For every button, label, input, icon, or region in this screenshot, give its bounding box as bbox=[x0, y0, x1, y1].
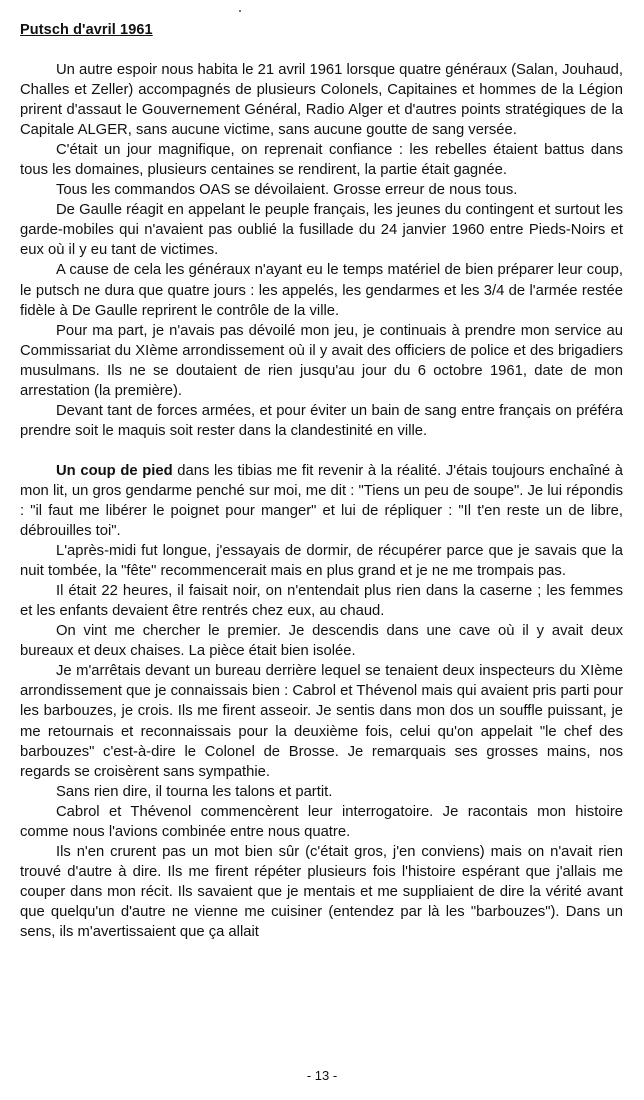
paragraph: Sans rien dire, il tourna les talons et partit. bbox=[56, 783, 333, 800]
section-title: Putsch d'avril 1961 bbox=[20, 22, 153, 38]
paragraph: Pour ma part, je n'avais pas dévoilé mon jeu, je continuais à prendre mon service au Commissariat du XIème arrondissement où il y avait des officiers de police et des brigadiers musulmans. Ils ne se doutaient de rien jusqu'au jour du 6 octobre 1961, date de mon arrestation (la première). bbox=[20, 322, 623, 399]
paragraph: Devant tant de forces armées, et pour éviter un bain de sang entre français on préféra prendre soit le maquis soit rester dans la clandestinité en ville. bbox=[20, 402, 623, 439]
paragraph: L'après-midi fut longue, j'essayais de dormir, de récupérer parce que je savais que la nuit tombée, la "fête" recommencerait mais en plus grand et je ne me trompais pas. bbox=[20, 543, 623, 580]
paragraph-text: dans les tibias me fit revenir à la réalité. J'étais toujours enchaîné à mon lit, un gros gendarme penché sur moi, me dit : "Tiens un peu de soupe". Je lui répondis : "il faut me libérer le poignet pour manger" et lui de répliquer : "Il t'en reste un de libre, débrouilles toi". bbox=[20, 462, 623, 540]
paragraph: A cause de cela les généraux n'ayant eu le temps matériel de bien préparer leur coup, le putsch ne dura que quatre jours : les appelés, les gendarmes et les 3/4 de l'armée restée fidèle à De Gaulle reprirent le contrôle de la ville. bbox=[20, 262, 623, 319]
paragraph: On vint me chercher le premier. Je descendis dans une cave où il y avait deux bureaux et deux chaises. La pièce était bien isolée. bbox=[20, 623, 623, 660]
paragraph: Tous les commandos OAS se dévoilaient. Grosse erreur de nous tous. bbox=[56, 182, 518, 199]
paragraph: Cabrol et Thévenol commencèrent leur interrogatoire. Je racontais mon histoire comme nous l'avions combinée entre nous quatre. bbox=[20, 803, 623, 840]
paragraph bbox=[20, 461, 623, 541]
body-text bbox=[20, 60, 623, 942]
paragraph: Je m'arrêtais devant un bureau derrière lequel se tenaient deux inspecteurs du XIème arrondissement que je connaissais bien : Cabrol et Thévenol mais qui avaient pris parti pour les barbouzes, je crois. Ils me firent asseoir. Je sentis dans mon dos un souffle puissant, je me retournais et reconnaissais pour la deuxième fois, celui qu'on appelait "le chef des barbouzes" c'est-à-dire le Colonel de Brosse. Je remarquais ses grosses mains, nos regards se croisèrent sans sympathie. bbox=[20, 663, 623, 780]
paragraph: Ils n'en crurent pas un mot bien sûr (c'était gros, j'en conviens) mais on n'avait rien trouvé d'autre à dire. Ils me firent répéter plusieurs fois l'histoire espérant que j'allais me couper dans mon récit. Ils savaient que je mentais et me suppliaient de dire la vérité avant que quelqu'un d'autre ne vienne me cuisiner (entendez par là les "barbouzes"). Dans un sens, ils m'avertissaient que ça allait bbox=[20, 843, 623, 940]
paragraph: Un autre espoir nous habita le 21 avril 1961 lorsque quatre généraux (Salan, Jouhaud, Challes et Zeller) accompagnés de plusieurs Colonels, Capitaines et hommes de la Légion prirent d'assaut le Gouvernement Général, Radio Alger et d'autres points stratégiques de la Capitale ALGER, sans aucune victime, sans aucune goutte de sang versée. bbox=[20, 62, 623, 139]
paragraph: Il était 22 heures, il faisait noir, on n'entendait plus rien dans la caserne ; les femmes et les enfants devaient être rentrés chez eux, au chaud. bbox=[20, 583, 623, 620]
page-number: - 13 - bbox=[306, 1068, 338, 1083]
scan-speck bbox=[239, 10, 241, 12]
paragraph: C'était un jour magnifique, on reprenait confiance : les rebelles étaient battus dans tous les domaines, plusieurs centaines se rendirent, la partie était gagnée. bbox=[20, 142, 623, 179]
paragraph: De Gaulle réagit en appelant le peuple français, les jeunes du contingent et surtout les garde-mobiles qui n'avaient pas oublié la fusillade du 24 janvier 1960 entre Pieds-Noirs et eux où il y eu tant de victimes. bbox=[20, 202, 623, 259]
lead-phrase: Un coup de pied bbox=[56, 462, 173, 479]
